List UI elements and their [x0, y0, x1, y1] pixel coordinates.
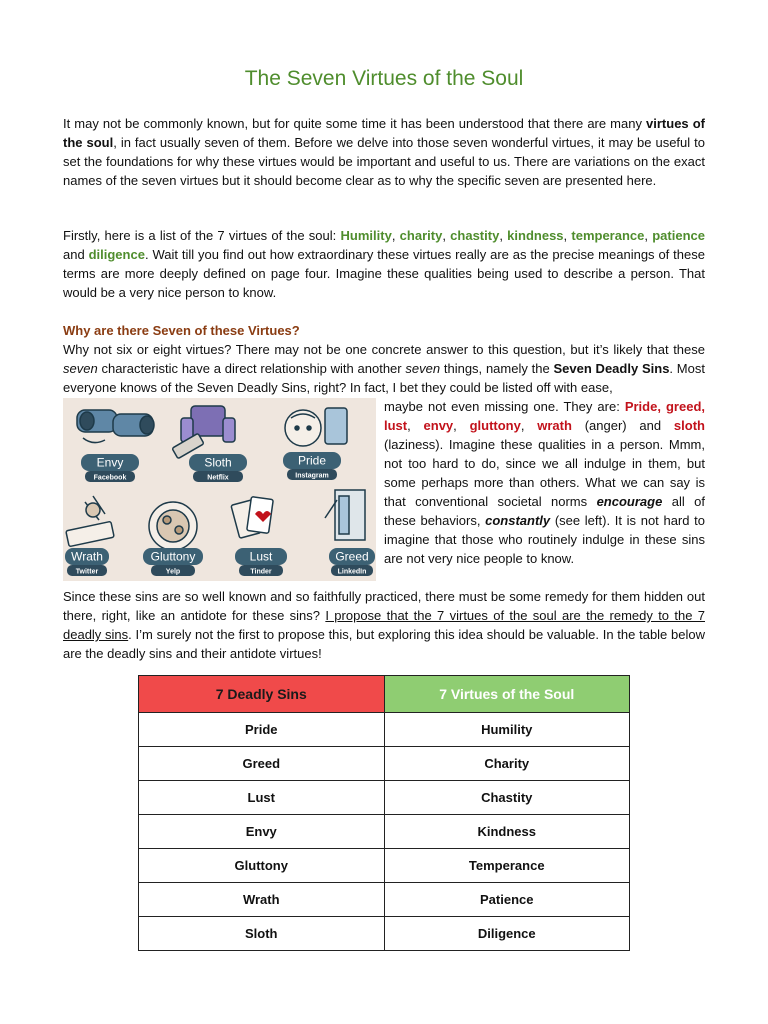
sins-illustration — [63, 398, 376, 581]
virtue-cell: Diligence — [384, 917, 630, 951]
linkedin-label: LinkedIn — [337, 568, 367, 576]
virtue-cell: Patience — [384, 883, 630, 917]
virtue-term: patience — [652, 228, 705, 243]
sloth-badge — [189, 454, 247, 482]
sin-cell: Pride — [139, 713, 385, 747]
sin-term: Pride — [624, 399, 658, 414]
sin-cell: Envy — [139, 815, 385, 849]
lust-cards-icon — [231, 497, 273, 539]
table-row — [139, 917, 630, 951]
sin-term: envy — [423, 418, 454, 433]
sloth-label: Sloth — [204, 455, 232, 470]
page-title: The Seven Virtues of the Soul — [244, 67, 524, 90]
paragraph-text: things, namely the — [440, 361, 554, 376]
greed-badge — [329, 548, 375, 576]
envy-binoculars-icon — [77, 410, 154, 443]
gluttony-plate-icon — [149, 502, 197, 550]
virtue-term: Humility — [340, 228, 392, 243]
paragraph-text: all of these behaviors, — [384, 494, 705, 528]
sloth-couch-icon — [172, 406, 235, 459]
wrath-badge — [65, 548, 109, 576]
virtue-term: diligence — [88, 247, 145, 262]
gluttony-badge — [143, 548, 203, 576]
remedy-paragraph — [63, 587, 705, 663]
lust-label: Lust — [249, 549, 273, 564]
intro-text: It may not be commonly known, but for quite some time it has been understood that there are many — [63, 116, 647, 131]
netflix-label: Netflix — [207, 474, 229, 482]
sin-cell: Greed — [139, 747, 385, 781]
bold-term: Seven Deadly Sins — [553, 361, 670, 376]
sin-term: lust — [384, 418, 408, 433]
paragraph-text: . Wait till you find out how extraordinary these virtues really are as the precise meanings of these terms are more deeply defined on page four. Imagine these qualities being used to describe a person. That would be a very nice person to know. — [63, 247, 705, 300]
sins-column-header: 7 Deadly Sins — [139, 676, 385, 713]
envy-badge — [81, 454, 139, 482]
intro-paragraph — [63, 114, 705, 190]
table-row — [139, 815, 630, 849]
sin-term: gluttony — [469, 418, 521, 433]
intro-bold-term: virtues of the soul — [63, 116, 705, 150]
virtue-cell: Kindness — [384, 815, 630, 849]
table-header-row — [139, 676, 630, 713]
lust-badge — [235, 548, 287, 576]
virtues-list-paragraph: Firstly, here is a list of the 7 virtues of the soul: Humility, charity, chastity, kindness, temperance, patience and diligence. Wait till you find out how extraordinary these virtues really are as the precise meanings of these terms are more deeply defined on page four. Imagine these qualities being used to describe a person. That would be a very nice person to know. — [63, 228, 705, 300]
virtue-cell: Humility — [384, 713, 630, 747]
virtues-column-header: 7 Virtues of the Soul — [384, 676, 630, 713]
sin-term: greed — [665, 399, 702, 414]
pride-badge — [283, 452, 341, 480]
italic-term: seven — [405, 361, 441, 376]
facebook-label: Facebook — [93, 474, 127, 482]
virtue-term: temperance — [571, 228, 645, 243]
twitter-label: Twitter — [75, 568, 99, 576]
envy-label: Envy — [96, 455, 124, 470]
virtue-cell: Charity — [384, 747, 630, 781]
table-row — [139, 747, 630, 781]
paragraph-text: . Most everyone knows of the Seven Deadly Sins, right? In fact, I bet they could be listed off with ease, — [63, 361, 705, 395]
table-row — [139, 713, 630, 747]
greed-label: Greed — [335, 549, 369, 564]
sin-cell: Lust — [139, 781, 385, 815]
sins-paragraph: maybe not even missing one. They are: Pride, greed, lust, envy, gluttony, wrath (anger) and sloth (laziness). Imagine these qualities in a person. Mmm, not too hard to do, since we all indulge in them, but some perhaps more than others. What we can say is that conventional societal norms encourage all of these behaviors, constantly (see left). It is not hard to imagine that those who routinely indulge in these sins are not very nice people to know. — [384, 399, 706, 566]
intro-text: , in fact usually seven of them. Before we delve into those seven wonderful virtues, it may be useful to set the foundations for why these virtues would be important and useful to us. There are variations on the exact names of the seven virtues but it should become clear as to why the specific seven are presented here. — [63, 135, 705, 188]
sin-cell: Gluttony — [139, 849, 385, 883]
table-row — [139, 883, 630, 917]
sin-term: wrath — [537, 418, 572, 433]
sin-cell: Sloth — [139, 917, 385, 951]
sin-cell: Wrath — [139, 883, 385, 917]
greed-cabinet-icon — [325, 490, 365, 540]
wrath-label: Wrath — [71, 549, 103, 564]
paragraph-text: Why not six or eight virtues? There may not be one concrete answer to this question, but it’s likely that these — [63, 342, 705, 357]
section-heading: Why are there Seven of these Virtues? — [63, 323, 300, 338]
yelp-label: Yelp — [165, 568, 181, 576]
table-row — [139, 849, 630, 883]
sins-virtues-table — [138, 675, 630, 951]
paragraph-text: maybe not even missing one. They are: — [384, 399, 625, 414]
wrath-keyboard-icon — [66, 496, 114, 547]
paragraph-text: and — [63, 247, 89, 262]
tinder-label: Tinder — [250, 568, 272, 576]
underlined-proposal: I propose that the 7 virtues of the soul are the remedy to the 7 deadly sins — [63, 608, 705, 642]
pride-label: Pride — [297, 453, 327, 468]
paragraph-text: (laziness). Imagine these qualities in a person. Mmm, not too hard to do, since we all indulge in them, but some perhaps more than others. What we can say is that conventional societal norms — [384, 437, 705, 509]
paragraph-text: . I’m surely not the first to propose this, but exploring this idea should be valuable. In the table below are the deadly sins and their antidote virtues! — [63, 627, 705, 661]
virtue-term: chastity — [450, 228, 500, 243]
pride-selfie-icon — [285, 408, 347, 446]
virtue-cell: Temperance — [384, 849, 630, 883]
virtue-cell: Chastity — [384, 781, 630, 815]
sins-illustration-svg — [63, 398, 376, 581]
paragraph-text: characteristic have a direct relationship with another — [97, 361, 406, 376]
why-paragraph — [63, 340, 705, 397]
instagram-label: Instagram — [295, 472, 329, 480]
sin-term: sloth — [673, 418, 705, 433]
virtue-term: kindness — [507, 228, 564, 243]
table-row — [139, 781, 630, 815]
paragraph-text: (anger) and — [571, 418, 674, 433]
paragraph-text: Firstly, here is a list of the 7 virtues of the soul: — [63, 228, 341, 243]
emphasis-term: encourage — [596, 494, 663, 509]
paragraph-text: Since these sins are so well known and so faithfully practiced, there must be some remedy for them hidden out there, right, like an antidote for these sins? — [63, 589, 705, 623]
paragraph-text: (see left). It is not hard to imagine that those who routinely indulge in these sins are not very nice people to know. — [384, 513, 705, 566]
emphasis-term: constantly — [485, 513, 551, 528]
virtue-term: charity — [399, 228, 443, 243]
italic-term: seven — [63, 361, 98, 376]
gluttony-label: Gluttony — [150, 549, 196, 564]
